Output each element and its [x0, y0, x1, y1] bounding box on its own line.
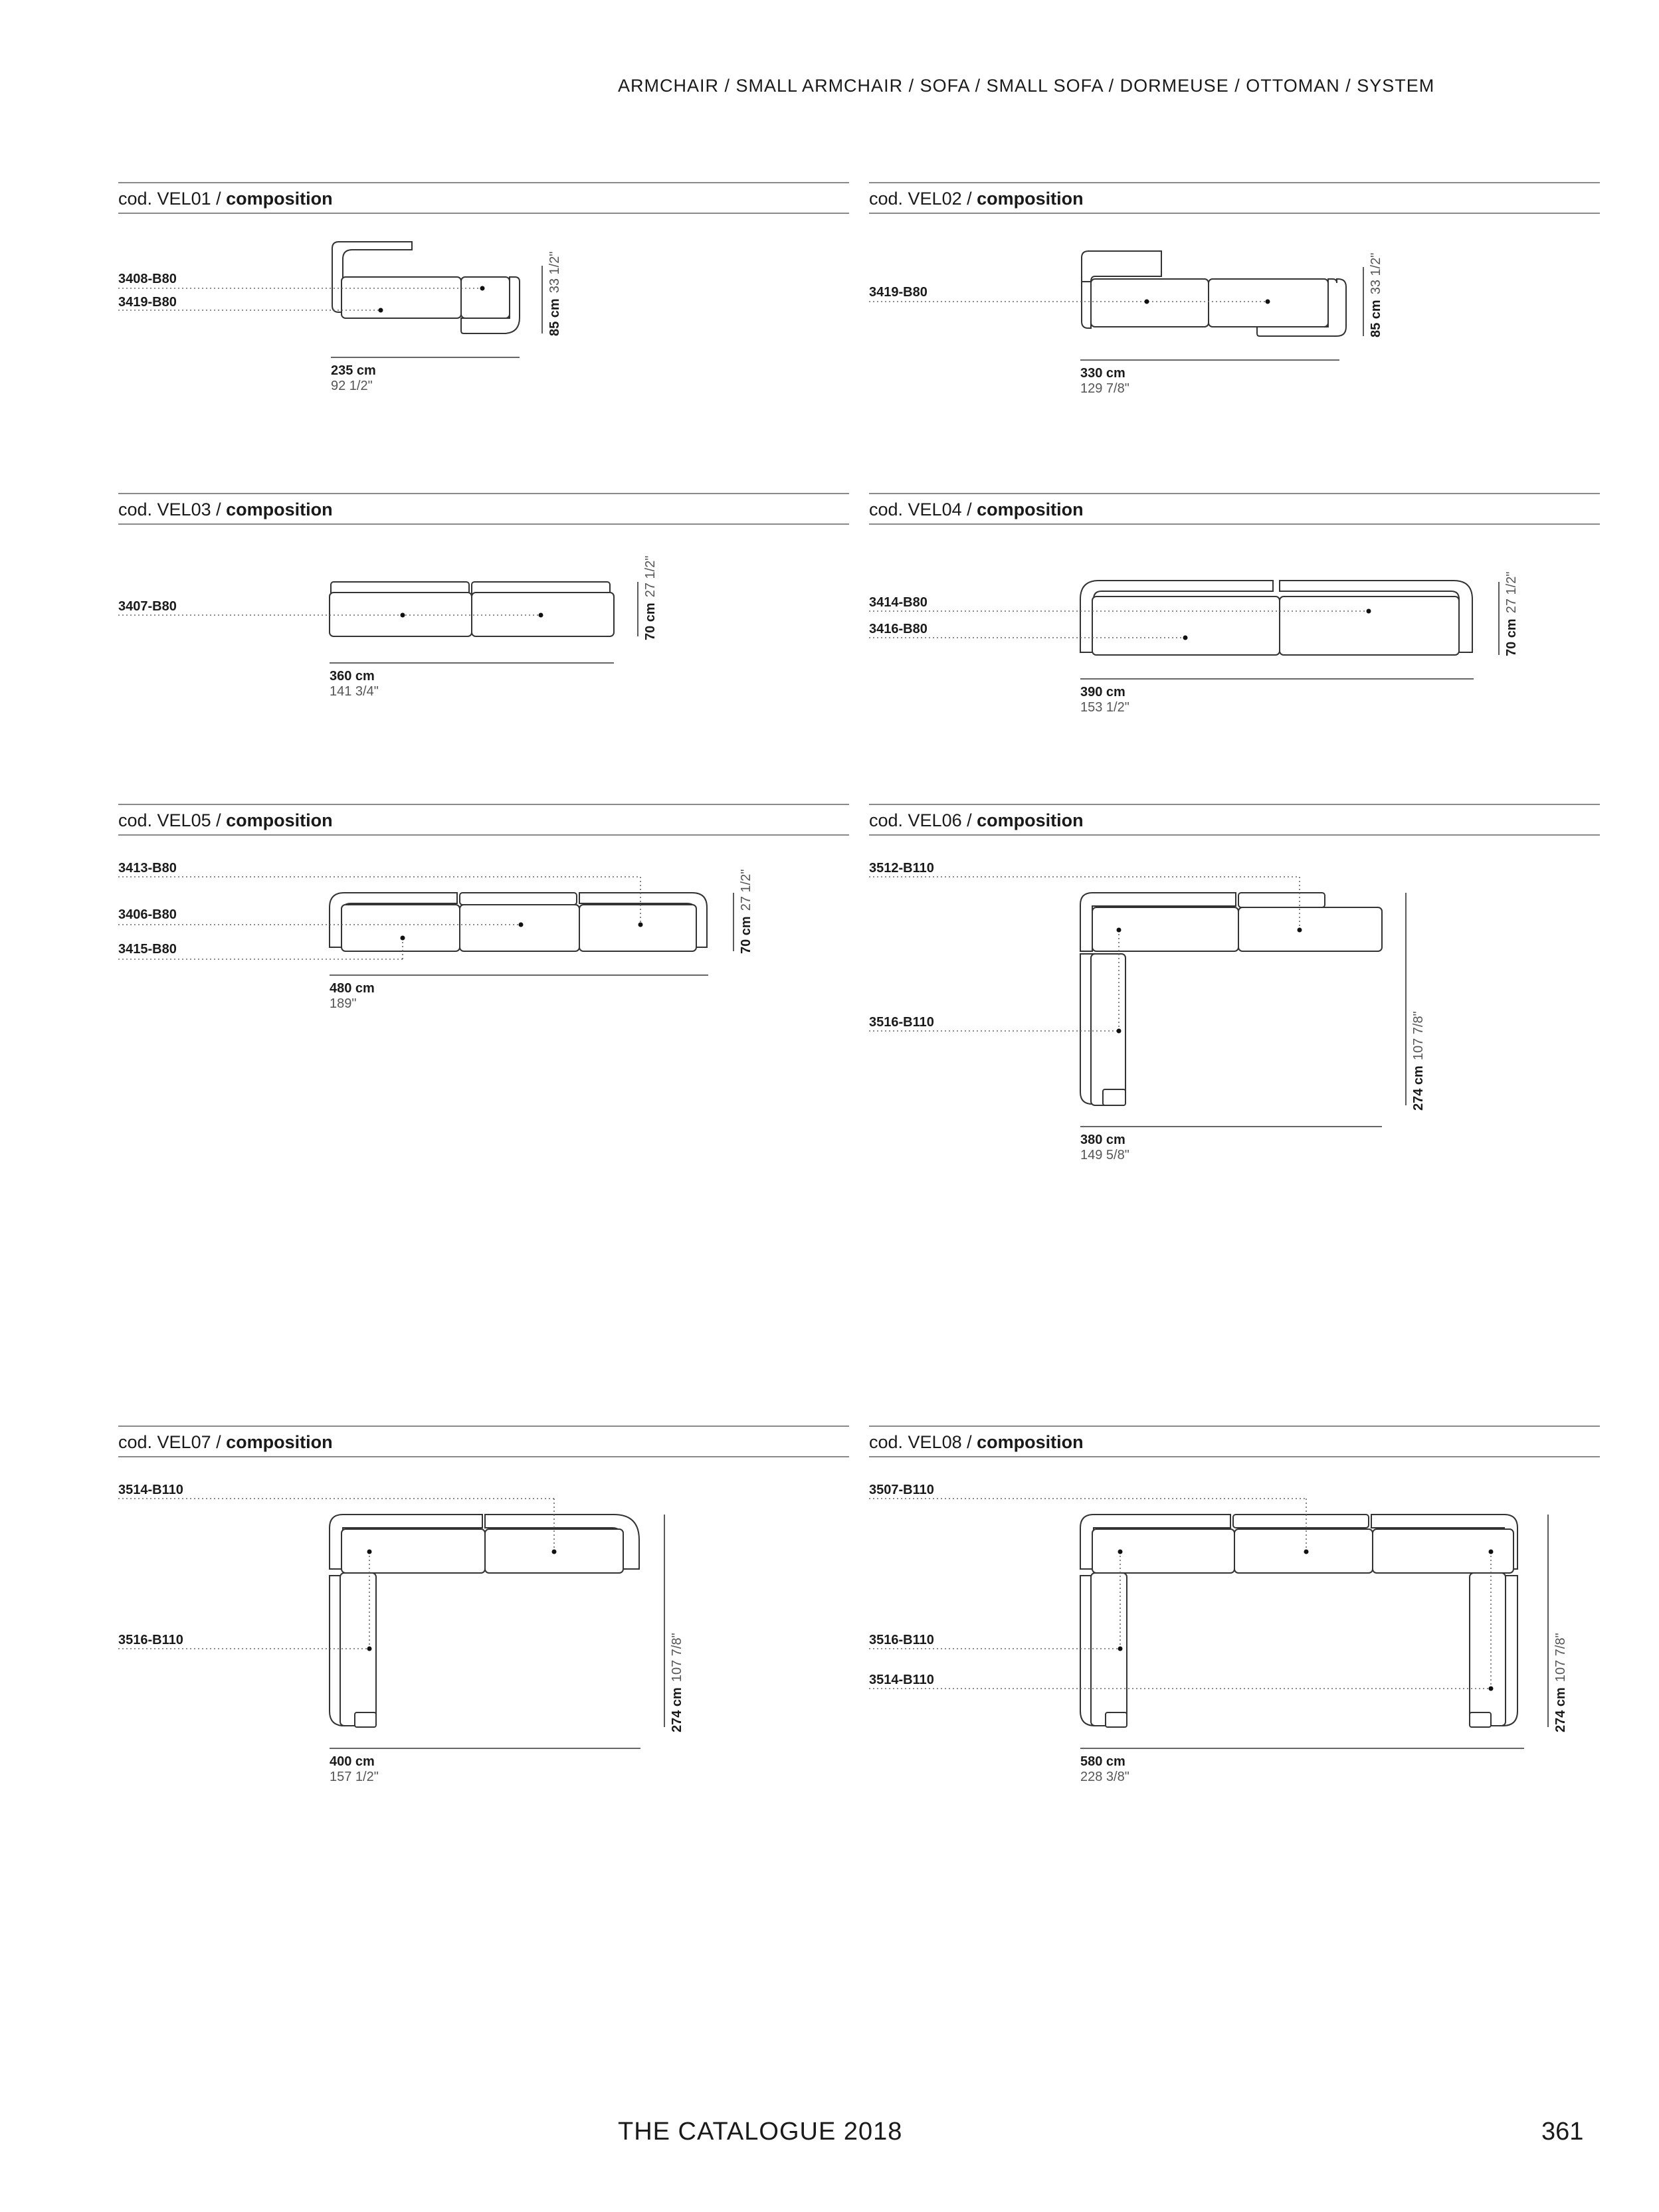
sofa-plan-drawing	[118, 493, 849, 798]
item-code-label: 3413-B80	[118, 861, 177, 876]
section-vel02	[869, 182, 1600, 488]
height-dimension: 70 cm27 1/2"	[739, 869, 753, 954]
item-code-label: 3516-B110	[869, 1015, 934, 1030]
height-dimension: 85 cm33 1/2"	[547, 251, 562, 336]
section-vel06	[869, 804, 1600, 1162]
width-dimension: 360 cm 141 3/4"	[330, 669, 379, 699]
item-code-label: 3407-B80	[118, 599, 177, 614]
item-code-label: 3514-B110	[118, 1483, 183, 1497]
section-vel01	[118, 182, 849, 488]
page-header-categories: ARMCHAIR / SMALL ARMCHAIR / SOFA / SMALL SOFA / DORMEUSE / OTTOMAN / SYSTEM	[618, 76, 1435, 96]
page-number: 361	[1541, 2118, 1584, 2146]
width-dimension: 480 cm 189"	[330, 981, 375, 1011]
sofa-plan-drawing	[118, 804, 849, 1109]
item-code-label: 3408-B80	[118, 272, 177, 286]
section-code: cod. VEL08 / composition	[869, 1432, 1084, 1452]
section-vel08	[869, 1426, 1600, 1784]
item-code-label: 3512-B110	[869, 861, 934, 876]
item-code-label: 3419-B80	[118, 295, 177, 310]
section-code: cod. VEL03 / composition	[118, 500, 333, 519]
section-vel05	[118, 804, 849, 1109]
width-dimension: 380 cm 149 5/8"	[1080, 1133, 1129, 1162]
item-code-label: 3507-B110	[869, 1483, 934, 1497]
sofa-plan-drawing	[118, 182, 849, 488]
width-dimension: 390 cm 153 1/2"	[1080, 685, 1129, 715]
item-code-label: 3414-B80	[869, 595, 927, 610]
height-dimension: 274 cm107 7/8"	[1411, 1011, 1426, 1111]
height-dimension: 274 cm107 7/8"	[1553, 1633, 1568, 1732]
footer-catalogue-title: THE CATALOGUE 2018	[618, 2118, 903, 2146]
item-code-label: 3415-B80	[118, 942, 177, 957]
section-vel03	[118, 493, 849, 798]
width-dimension: 580 cm 228 3/8"	[1080, 1754, 1129, 1784]
sofa-plan-drawing	[869, 493, 1600, 798]
height-dimension: 85 cm33 1/2"	[1369, 252, 1383, 337]
sofa-plan-drawing	[869, 1426, 1600, 1731]
section-code: cod. VEL06 / composition	[869, 810, 1084, 830]
section-code: cod. VEL02 / composition	[869, 189, 1084, 209]
item-code-label: 3514-B110	[869, 1673, 934, 1687]
item-code-label: 3516-B110	[118, 1633, 183, 1647]
width-dimension: 235 cm 92 1/2"	[331, 363, 376, 393]
item-code-label: 3419-B80	[869, 285, 927, 300]
width-dimension: 330 cm 129 7/8"	[1080, 366, 1129, 396]
height-dimension: 70 cm27 1/2"	[643, 555, 658, 640]
item-code-label: 3406-B80	[118, 907, 177, 922]
item-code-label: 3416-B80	[869, 622, 927, 636]
section-code: cod. VEL04 / composition	[869, 500, 1084, 519]
width-dimension: 400 cm 157 1/2"	[330, 1754, 379, 1784]
sofa-plan-drawing	[118, 1426, 849, 1731]
height-dimension: 274 cm107 7/8"	[670, 1633, 684, 1732]
section-code: cod. VEL05 / composition	[118, 810, 333, 830]
section-code: cod. VEL01 / composition	[118, 189, 333, 209]
height-dimension: 70 cm27 1/2"	[1504, 571, 1519, 656]
sofa-plan-drawing	[869, 804, 1600, 1109]
section-code: cod. VEL07 / composition	[118, 1432, 333, 1452]
section-vel07	[118, 1426, 849, 1784]
sofa-plan-drawing	[869, 182, 1600, 488]
section-vel04	[869, 493, 1600, 798]
item-code-label: 3516-B110	[869, 1633, 934, 1647]
